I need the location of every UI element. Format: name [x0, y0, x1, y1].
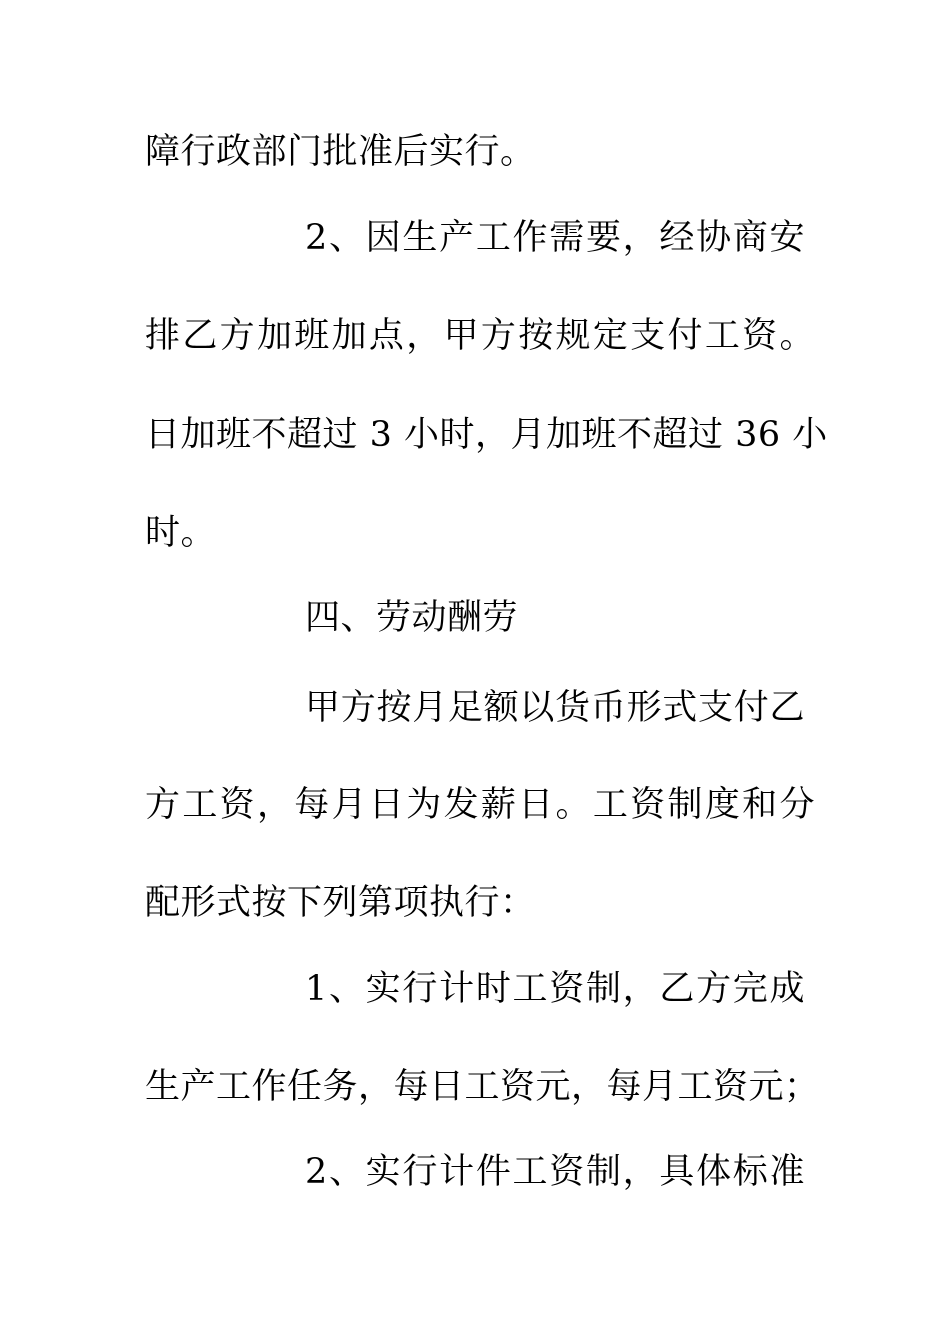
section-heading: 四、劳动酬劳 [305, 598, 519, 638]
paragraph-line: 2、因生产工作需要，经协商安 [305, 218, 805, 258]
paragraph-line: 配形式按下列第项执行： [145, 883, 536, 923]
paragraph-line: 日加班不超过 3 小时，月加班不超过 36 小 [145, 415, 828, 455]
paragraph-line: 生产工作任务，每日工资元，每月工资元； [145, 1067, 820, 1107]
paragraph-line: 1、实行计时工资制，乙方完成 [305, 969, 805, 1009]
paragraph-line: 排乙方加班加点，甲方按规定支付工资。 [145, 316, 815, 356]
paragraph-line: 甲方按月足额以货币形式支付乙 [305, 688, 805, 728]
paragraph-line: 方工资，每月日为发薪日。工资制度和分 [145, 785, 815, 825]
paragraph-line: 时。 [145, 513, 217, 553]
paragraph-line: 障行政部门批准后实行。 [145, 132, 536, 172]
paragraph-line: 2、实行计件工资制，具体标准 [305, 1152, 805, 1192]
